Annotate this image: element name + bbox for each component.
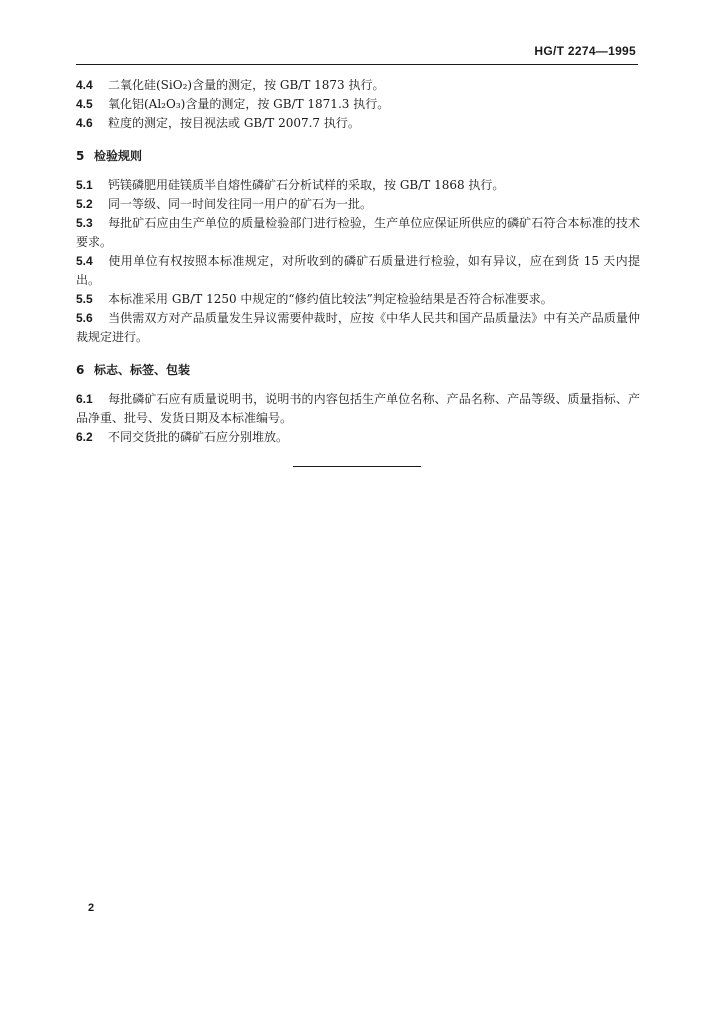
clause-text: 当供需双方对产品质量发生异议需要仲裁时，应按《中华人民共和国产品质量法》中有关产品质量仲裁规定进行。: [76, 311, 640, 344]
clause-number: 5.2: [76, 197, 93, 211]
page-number: 2: [88, 902, 95, 914]
clause-5-1: [76, 176, 640, 195]
clause-number: 5.3: [76, 216, 93, 230]
clause-number: 6.2: [76, 430, 93, 444]
clause-5-2: [76, 195, 640, 214]
clause-number: 4.5: [76, 97, 93, 111]
header-divider: [76, 64, 638, 65]
section-5-heading: [76, 147, 640, 166]
clause-text: 氧化铝(Al₂O₃)含量的测定，按 GB/T 1871.3 执行。: [108, 97, 390, 111]
clause-5-6: [76, 309, 640, 347]
section-title: 标志、标签、包装: [94, 363, 191, 377]
clause-number: 4.6: [76, 116, 93, 130]
clause-text: 不同交货批的磷矿石应分别堆放。: [108, 430, 289, 444]
clause-text: 使用单位有权按照本标准规定，对所收到的磷矿石质量进行检验，如有异议，应在到货 15 天内提出。: [76, 254, 640, 287]
clause-number: 5.5: [76, 292, 93, 306]
clause-number: 4.4: [76, 78, 93, 92]
clause-number: 5.1: [76, 178, 93, 192]
clause-text: 二氧化硅(SiO₂)含量的测定，按 GB/T 1873 执行。: [108, 78, 385, 92]
clause-text: 每批矿石应由生产单位的质量检验部门进行检验，生产单位应保证所供应的磷矿石符合本标准的技术要求。: [76, 216, 640, 249]
section-title: 检验规则: [94, 149, 143, 163]
section-number: 6: [76, 363, 85, 377]
clause-text: 每批磷矿石应有质量说明书，说明书的内容包括生产单位名称、产品名称、产品等级、质量指标、产品净重、批号、发货日期及本标准编号。: [76, 392, 640, 425]
clause-5-3: [76, 214, 640, 252]
clause-5-4: [76, 252, 640, 290]
clause-6-2: [76, 428, 640, 447]
document-body: [76, 76, 640, 447]
clause-text: 本标准采用 GB/T 1250 中规定的“修约值比较法”判定检验结果是否符合标准要求。: [108, 292, 553, 306]
clause-number: 6.1: [76, 392, 93, 406]
clause-number: 5.6: [76, 311, 93, 325]
clause-5-5: [76, 290, 640, 309]
clause-4-6: [76, 114, 640, 133]
standard-header: HG/T 2274—1995: [534, 44, 636, 58]
clause-text: 粒度的测定，按目视法或 GB/T 2007.7 执行。: [108, 116, 360, 130]
clause-4-5: [76, 95, 640, 114]
section-6-heading: [76, 361, 640, 380]
end-of-text-rule: [293, 466, 421, 467]
clause-text: 钙镁磷肥用硅镁质半自熔性磷矿石分析试样的采取，按 GB/T 1868 执行。: [108, 178, 505, 192]
clause-text: 同一等级、同一时间发往同一用户的矿石为一批。: [108, 197, 373, 211]
section-number: 5: [76, 149, 85, 163]
clause-6-1: [76, 390, 640, 428]
clause-4-4: [76, 76, 640, 95]
clause-number: 5.4: [76, 254, 93, 268]
